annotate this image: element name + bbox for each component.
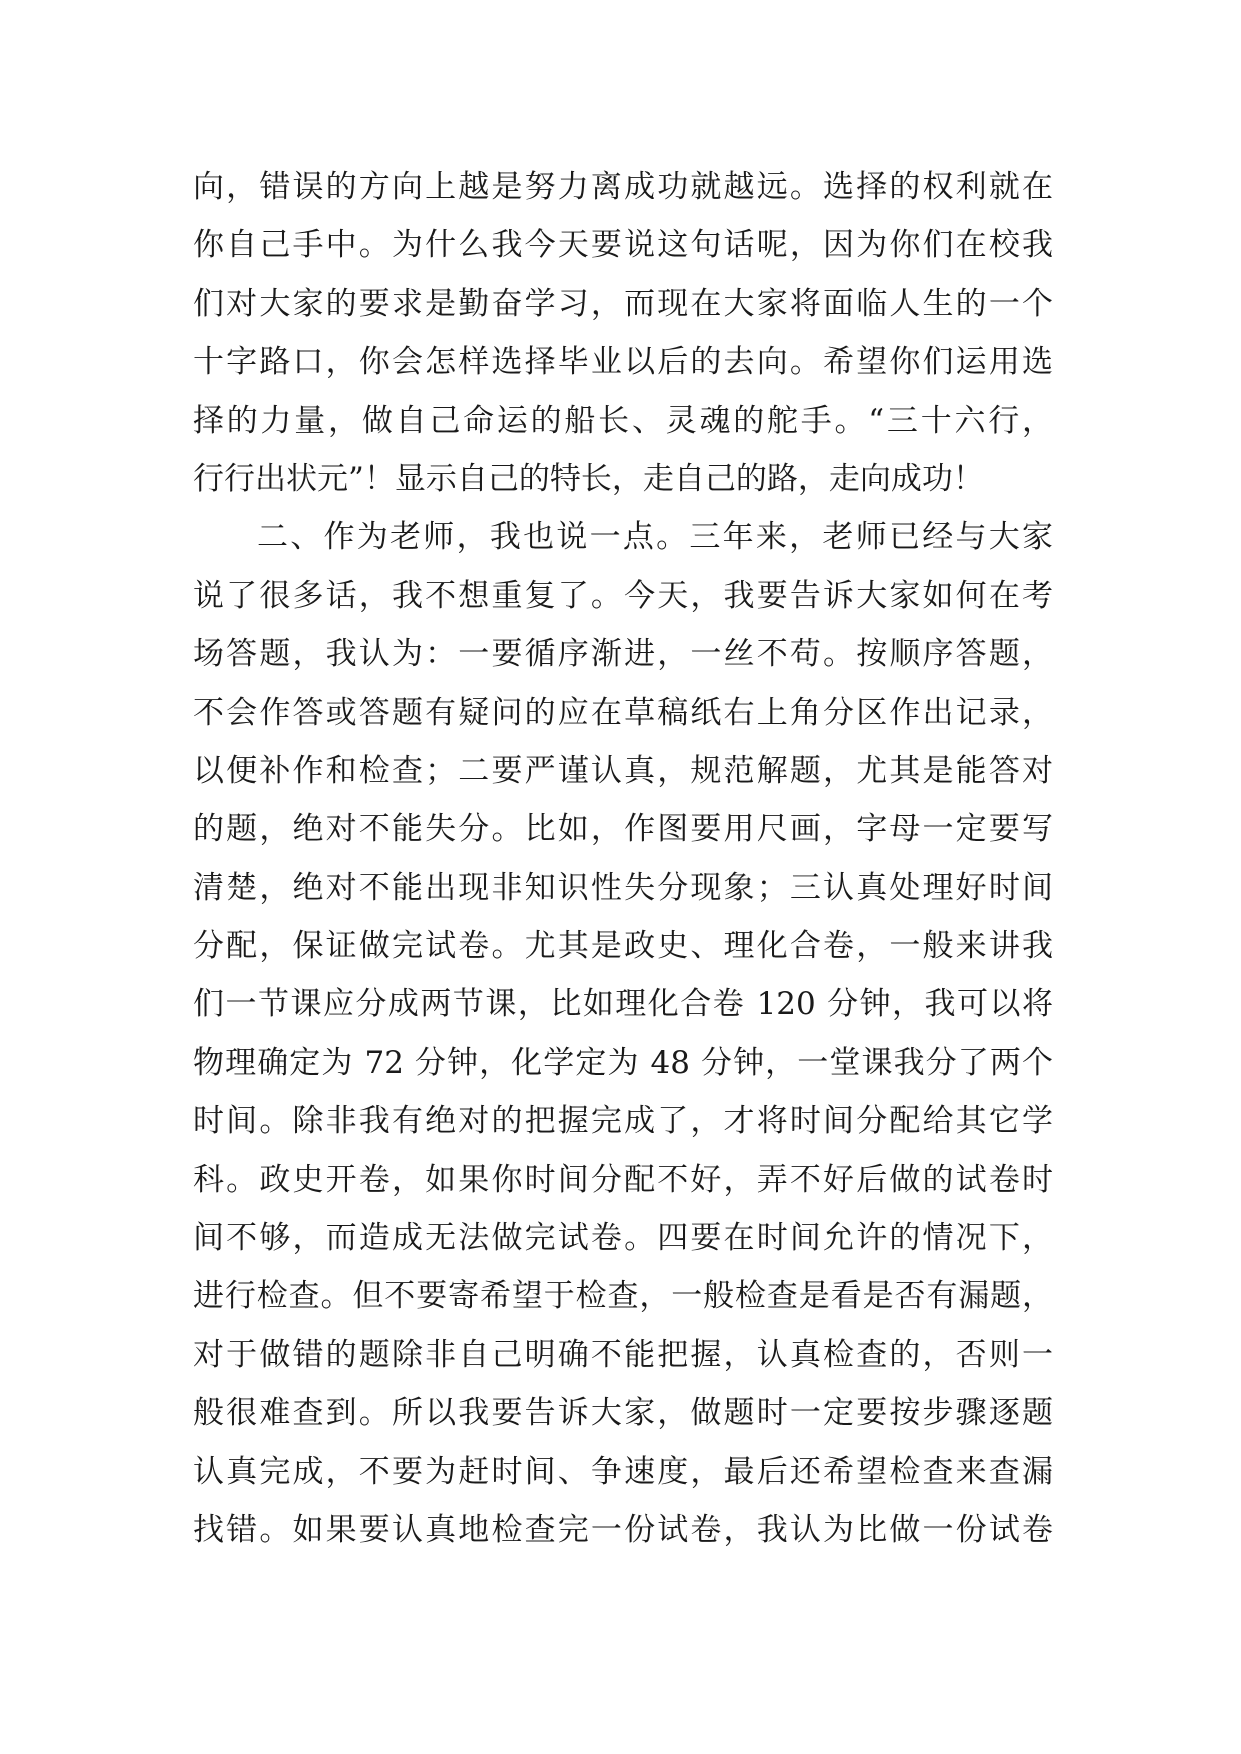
text-line: 十字路口，你会怎样选择毕业以后的去向。希望你们运用选 xyxy=(193,344,1053,381)
text-line: 们一节课应分成两节课，比如理化合卷 120 分钟，我可以将 xyxy=(193,986,1053,1023)
paragraph-start-line: 二、作为老师，我也说一点。三年来，老师已经与大家 xyxy=(257,519,1053,556)
text-line: 物理确定为 72 分钟，化学定为 48 分钟，一堂课我分了两个 xyxy=(193,1044,1053,1081)
text-line: 科。政史开卷，如果你时间分配不好，弄不好后做的试卷时 xyxy=(193,1161,1053,1198)
text-line: 分配，保证做完试卷。尤其是政史、理化合卷，一般来讲我 xyxy=(193,928,1053,965)
text-line: 对于做错的题除非自己明确不能把握，认真检查的，否则一 xyxy=(193,1336,1053,1373)
text-line: 择的力量，做自己命运的船长、灵魂的舵手。“三十六行， xyxy=(193,402,1053,439)
text-line: 的题，绝对不能失分。比如，作图要用尺画，字母一定要写 xyxy=(193,811,1053,848)
text-line: 不会作答或答题有疑问的应在草稿纸右上角分区作出记录， xyxy=(193,694,1053,731)
text-line: 你自己手中。为什么我今天要说这句话呢，因为你们在校我 xyxy=(193,227,1053,264)
text-line: 以便补作和检查；二要严谨认真，规范解题，尤其是能答对 xyxy=(193,752,1053,789)
text-line: 间不够，而造成无法做完试卷。四要在时间允许的情况下， xyxy=(193,1220,1053,1257)
text-line: 般很难查到。所以我要告诉大家，做题时一定要按步骤逐题 xyxy=(193,1395,1053,1432)
text-line: 进行检查。但不要寄希望于检查，一般检查是看是否有漏题， xyxy=(193,1278,1053,1315)
text-line: 向，错误的方向上越是努力离成功就越远。选择的权利就在 xyxy=(193,169,1053,205)
text-line: 场答题，我认为：一要循序渐进，一丝不苟。按顺序答题， xyxy=(193,636,1053,673)
text-line: 说了很多话，我不想重复了。今天，我要告诉大家如何在考 xyxy=(193,577,1053,614)
text-line: 找错。如果要认真地检查完一份试卷，我认为比做一份试卷 xyxy=(193,1511,1053,1548)
text-line: 清楚，绝对不能出现非知识性失分现象；三认真处理好时间 xyxy=(193,869,1053,906)
document-body xyxy=(193,158,1053,1559)
text-line: 认真完成，不要为赶时间、争速度，最后还希望检查来查漏 xyxy=(193,1453,1053,1490)
text-line: 行行出状元”！显示自己的特长，走自己的路，走向成功！ xyxy=(193,460,984,497)
text-line: 时间。除非我有绝对的把握完成了，才将时间分配给其它学 xyxy=(193,1103,1053,1140)
text-line: 们对大家的要求是勤奋学习，而现在大家将面临人生的一个 xyxy=(193,285,1053,322)
